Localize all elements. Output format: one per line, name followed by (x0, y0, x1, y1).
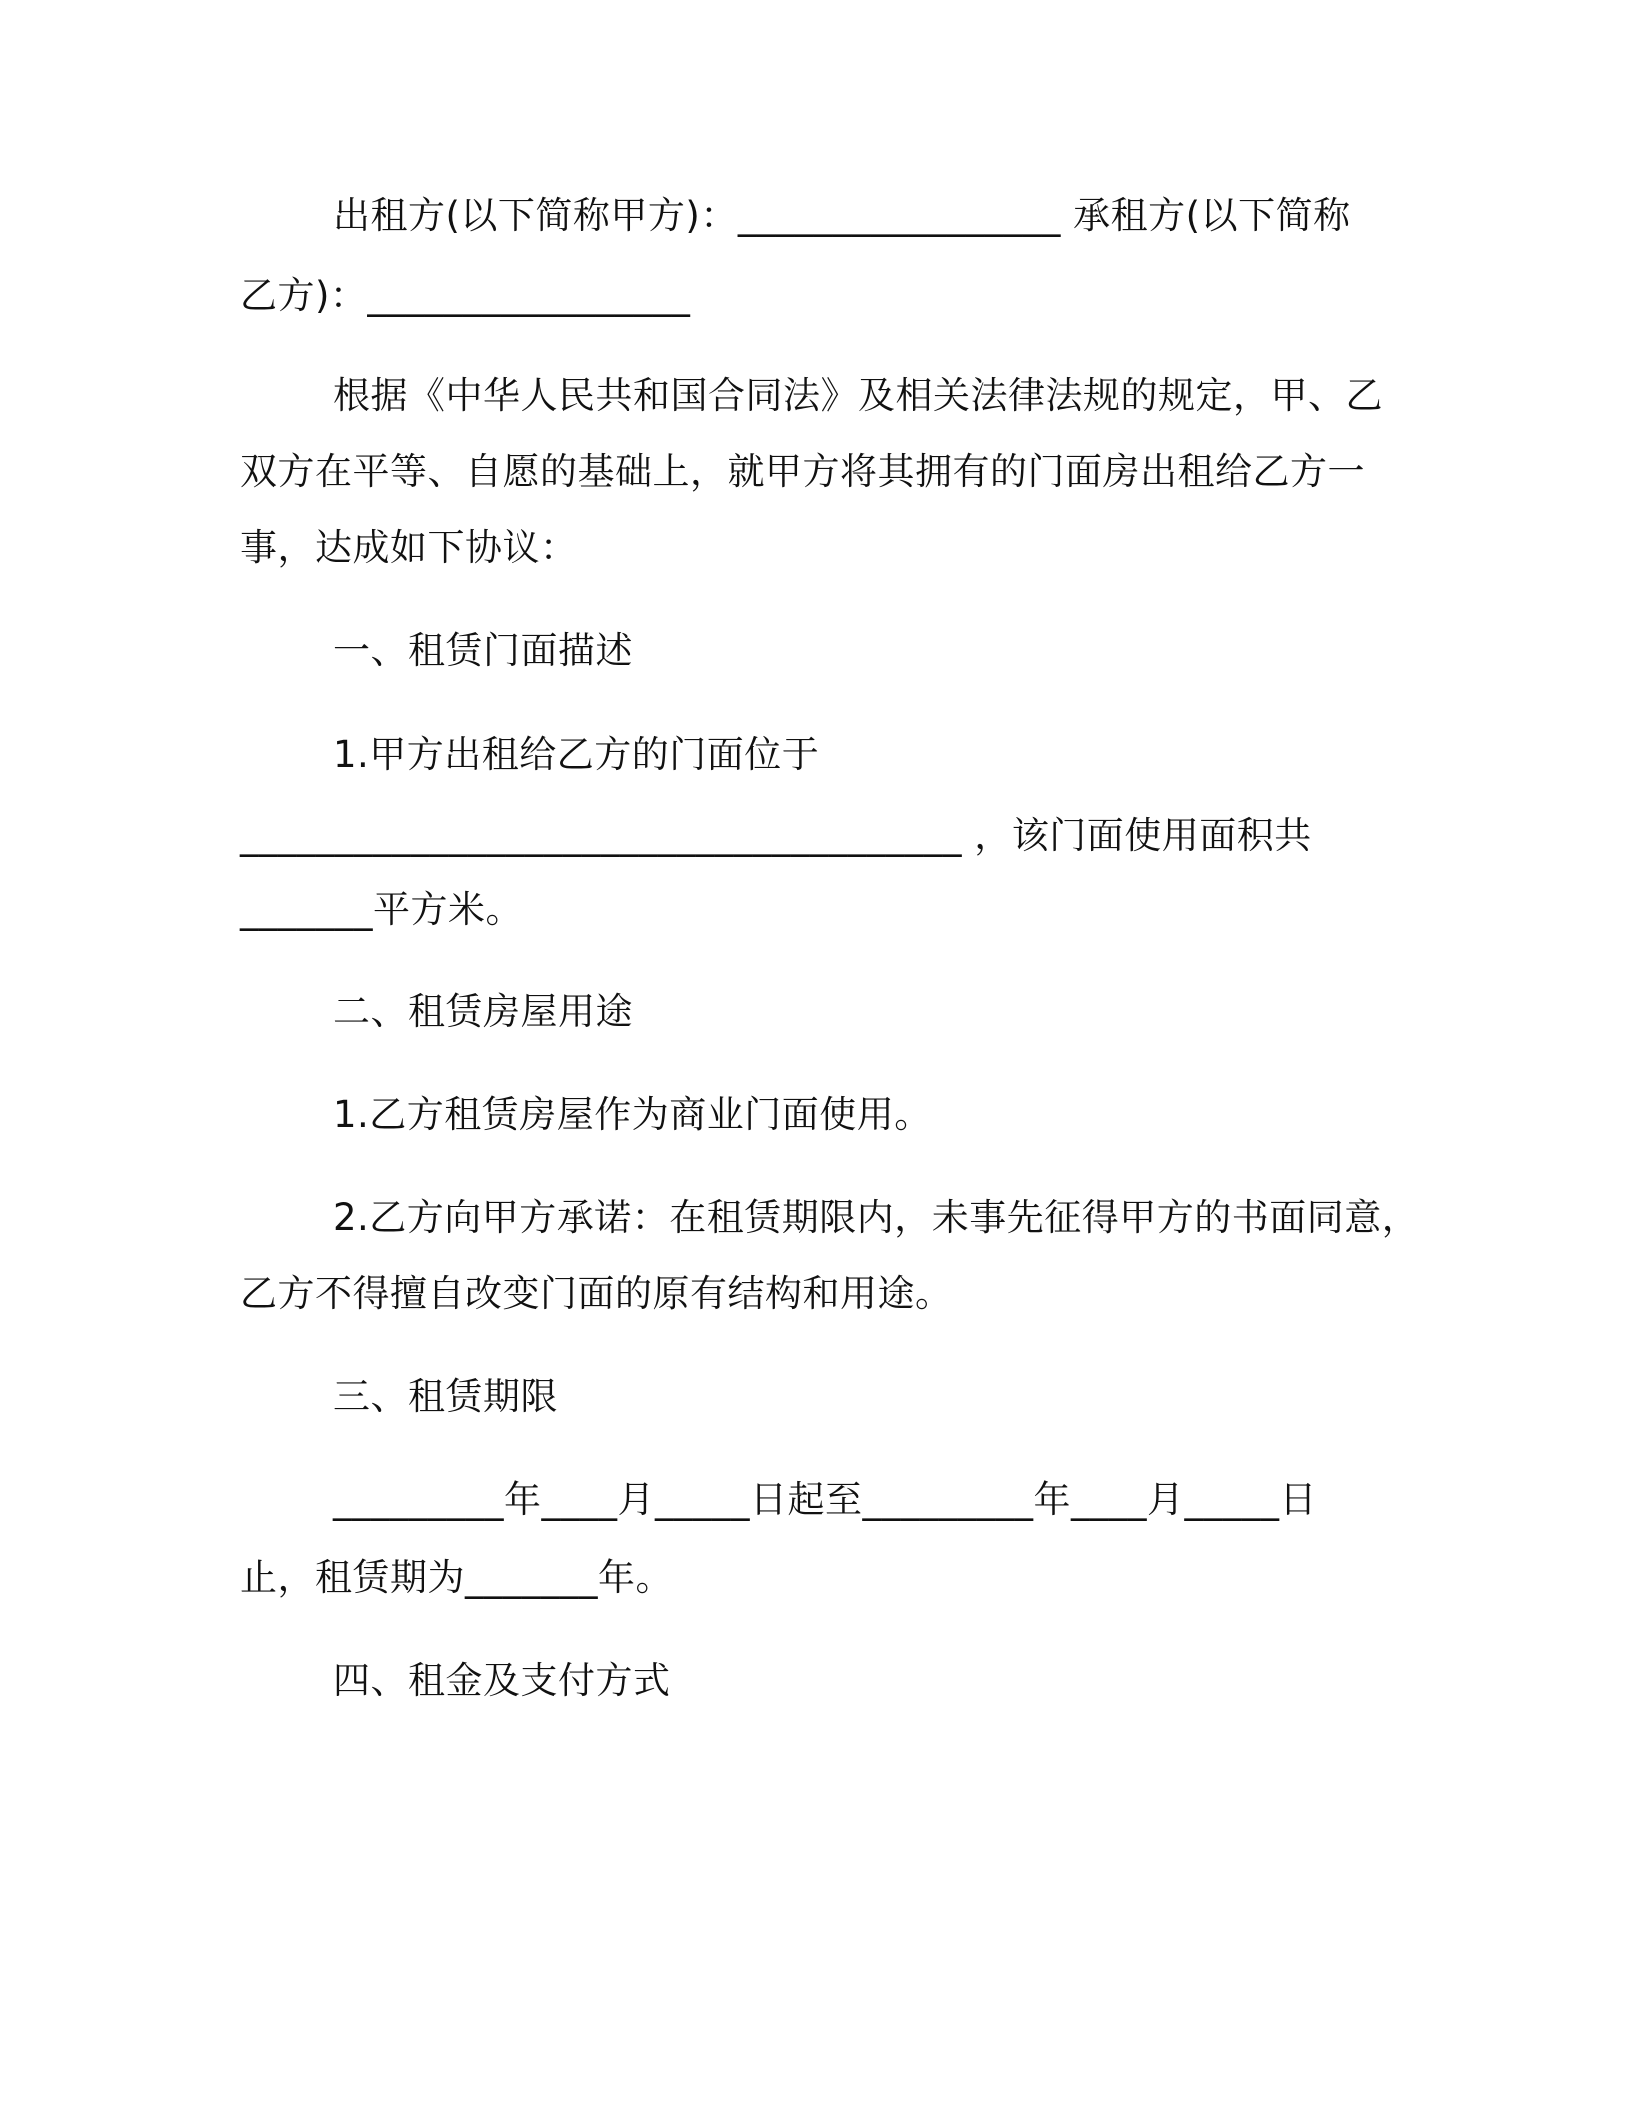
parties-line-2: 乙方)：_________________ (240, 274, 691, 317)
section-3-heading: 三、租赁期限 (333, 1375, 558, 1418)
section-3-term-line-1: _________年____月_____日起至_________年____月_____日 (333, 1478, 1317, 1521)
section-2-heading: 二、租赁房屋用途 (333, 990, 633, 1033)
parties-line-1: 出租方(以下简称甲方)：_________________ 承租方(以下简称 (333, 194, 1351, 237)
section-1-item-1-line-1: 1.甲方出租给乙方的门面位于 (333, 733, 820, 776)
section-2-item-2-line-2: 乙方不得擅自改变门面的原有结构和用途。 (240, 1272, 953, 1315)
preamble-line-2: 双方在平等、自愿的基础上，就甲方将其拥有的门面房出租给乙方一 (240, 450, 1365, 493)
section-3-term-line-2: 止，租赁期为_______年。 (240, 1556, 673, 1599)
preamble-line-1: 根据《中华人民共和国合同法》及相关法律法规的规定，甲、乙 (333, 374, 1383, 417)
section-4-heading: 四、租金及支付方式 (333, 1659, 671, 1702)
preamble-line-3: 事，达成如下协议： (240, 526, 578, 569)
section-1-heading: 一、租赁门面描述 (333, 629, 633, 672)
section-1-item-1-line-3: _______平方米。 (240, 888, 523, 931)
section-1-item-1-line-2: ______________________________________ ，该门面使用面积共 (240, 814, 1312, 857)
section-2-item-1: 1.乙方租赁房屋作为商业门面使用。 (333, 1093, 932, 1136)
section-2-item-2-line-1: 2.乙方向甲方承诺：在租赁期限内，未事先征得甲方的书面同意， (333, 1196, 1420, 1239)
